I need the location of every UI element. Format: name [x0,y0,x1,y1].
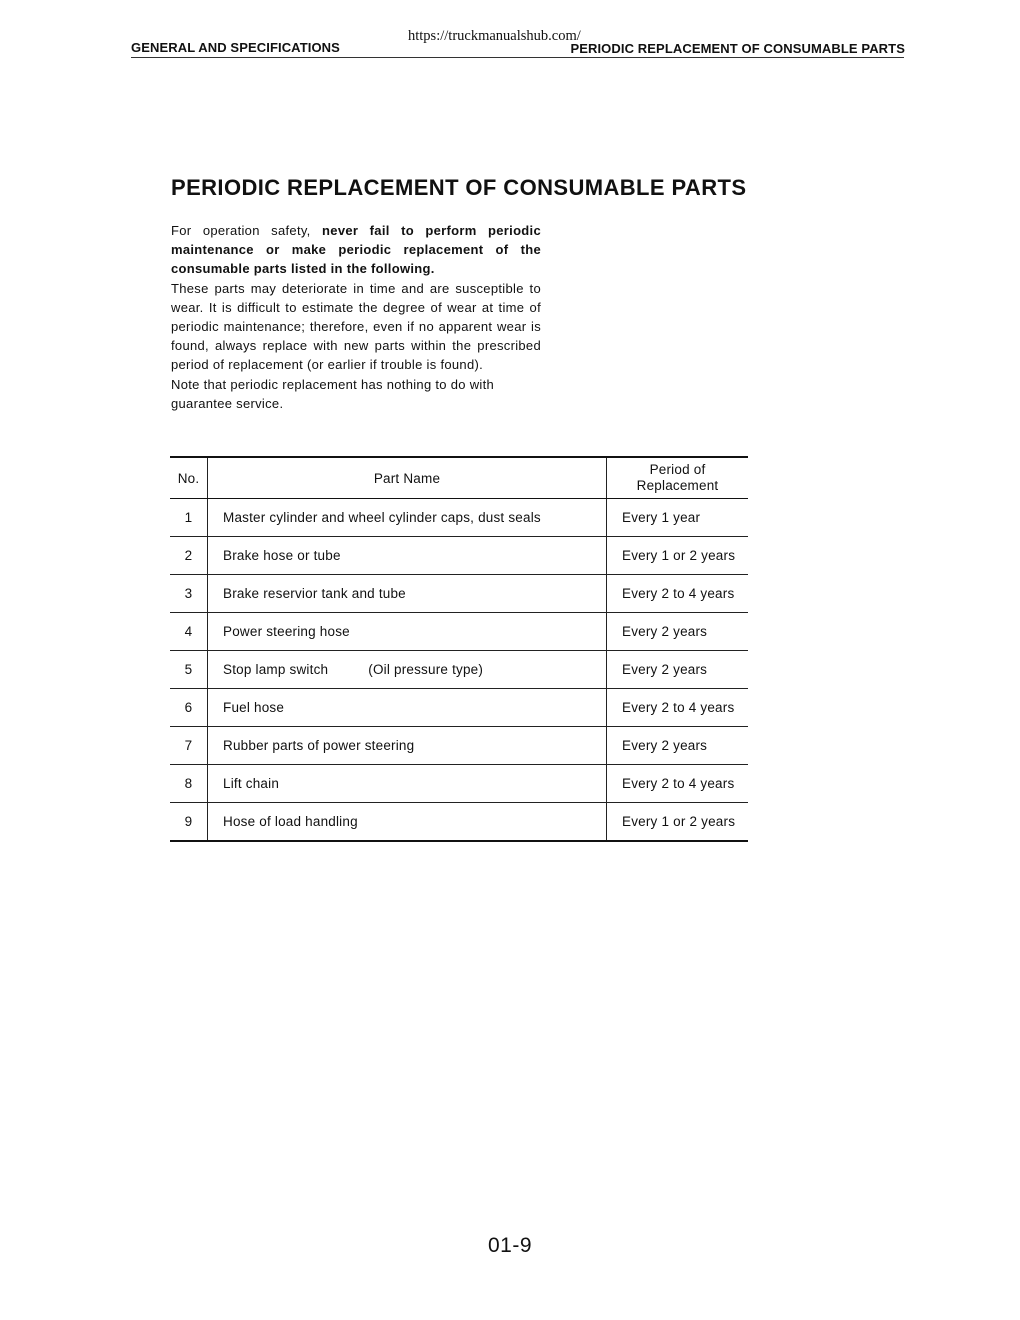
table-row [170,651,748,689]
intro-text [171,221,541,413]
row-number: 9 [170,803,208,842]
table-row [170,499,748,537]
row-part-name [208,803,607,842]
part-name-text: Fuel hose [223,700,285,715]
table-row [170,803,748,842]
row-number: 3 [170,575,208,613]
period-header-line2: Replacement [636,478,719,493]
row-period: Every 1 year [607,499,749,537]
part-name-text: Stop lamp switch [223,662,329,677]
row-part-name [208,765,607,803]
row-period: Every 2 to 4 years [607,689,749,727]
header-rule [131,57,904,58]
table-row [170,727,748,765]
row-part-name [208,613,607,651]
row-part-name [208,575,607,613]
page-number: 01-9 [488,1234,533,1257]
part-name-text: Brake hose or tube [223,548,341,563]
table-row [170,689,748,727]
row-number: 6 [170,689,208,727]
column-header-part-name: Part Name [208,457,607,499]
table-header-row [170,457,748,499]
period-header-line1: Period of [649,462,706,477]
part-name-text: Brake reservior tank and tube [223,586,406,601]
intro-paragraph-2: These parts may deteriorate in time and are susceptible to wear. It is difficult to estimate the degree of wear at time of periodic maintenance; therefore, even if no apparent wear is found, always replace with new parts within the prescribed period of replacement (or earlier if trouble is found). [171,280,541,373]
intro-lead: For operation safety, [171,223,311,238]
row-part-name [208,651,607,689]
row-period: Every 2 years [607,727,749,765]
row-period: Every 2 years [607,651,749,689]
table-row [170,537,748,575]
row-number: 7 [170,727,208,765]
row-number: 4 [170,613,208,651]
source-url: https://truckmanualshub.com/ [408,28,581,44]
row-period: Every 1 or 2 years [607,537,749,575]
row-number: 2 [170,537,208,575]
part-name-text: Power steering hose [223,624,350,639]
table-row [170,613,748,651]
column-header-no: No. [170,457,208,499]
table-row [170,575,748,613]
part-name-text: Rubber parts of power steering [223,738,415,753]
part-name-note: (Oil pressure type) [368,662,484,677]
row-number: 1 [170,499,208,537]
table-row [170,765,748,803]
row-part-name [208,499,607,537]
row-period: Every 2 years [607,613,749,651]
row-number: 5 [170,651,208,689]
running-header-section: GENERAL AND SPECIFICATIONS [131,40,340,55]
running-header-topic: PERIODIC REPLACEMENT OF CONSUMABLE PARTS [570,41,905,56]
column-header-period [607,457,749,499]
row-part-name [208,537,607,575]
row-period: Every 2 to 4 years [607,575,749,613]
row-period: Every 2 to 4 years [607,765,749,803]
row-period: Every 1 or 2 years [607,803,749,842]
intro-warning: never fail to perform periodic maintenance or make periodic replacement of the consumable parts listed in the following. [171,223,541,277]
row-part-name [208,727,607,765]
intro-paragraph-1 [171,221,541,279]
intro-paragraph-3: Note that periodic replacement has nothing to do with guarantee service. [171,376,495,411]
part-name-text: Master cylinder and wheel cylinder caps, dust seals [223,510,541,525]
page-title: PERIODIC REPLACEMENT OF CONSUMABLE PARTS [171,175,747,200]
replacement-table [170,456,748,842]
row-number: 8 [170,765,208,803]
part-name-text: Hose of load handling [223,814,358,829]
row-part-name [208,689,607,727]
part-name-text: Lift chain [223,776,280,791]
